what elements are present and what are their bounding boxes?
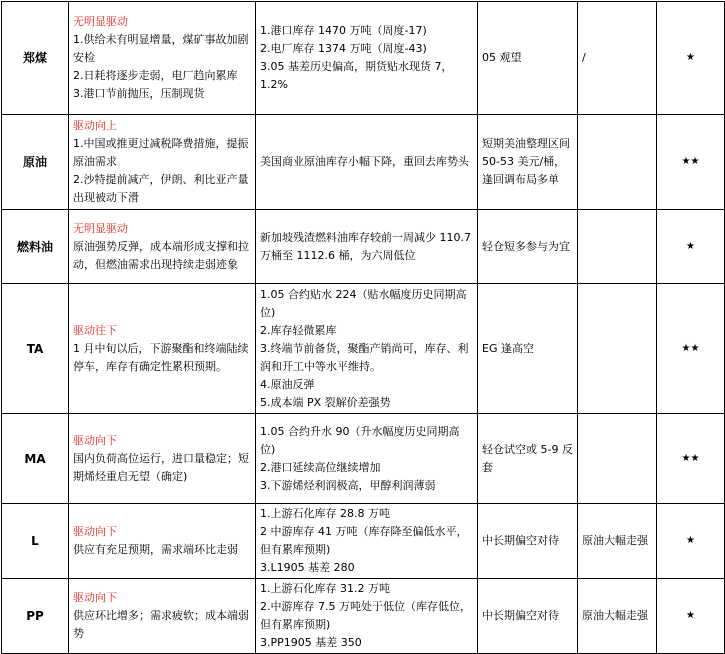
data-line: 1.05 合约升水 90（升水幅度历史同期高位) xyxy=(260,424,460,456)
risk-cell xyxy=(578,414,657,504)
data-line: 1.港口库存 1470 万吨（周度-17) xyxy=(260,24,427,37)
factor-line: 2.沙特提前减产，伊朗、利比亚产量出现被动下滑 xyxy=(73,173,249,204)
table-row xyxy=(2,504,725,579)
factor-line: 原油强势反弹，成本端形成支撑和拉动，但燃油需求出现持续走弱迹象 xyxy=(73,239,249,271)
driver-label: 无明显驱动 xyxy=(73,15,128,28)
commodity-name: MA xyxy=(2,414,69,504)
risk-cell xyxy=(578,284,657,414)
data-line: 2.库存轻微累库 xyxy=(260,323,337,337)
commodity-name: 燃料油 xyxy=(2,210,69,284)
factor-cell xyxy=(69,504,256,579)
data-line: 美国商业原油库存小幅下降，重回去库势头 xyxy=(260,155,469,168)
table-row xyxy=(2,115,725,210)
risk-cell xyxy=(578,115,657,210)
factor-line: 1.中国或推更过减税降费措施，提振原油需求 xyxy=(73,137,249,168)
rating-stars: ★ xyxy=(657,210,725,284)
rating-stars: ★★ xyxy=(657,284,725,414)
table-row xyxy=(2,210,725,284)
data-line: 2.中游库存 7.5 万吨处于低位（库存低位，但有累库预期) xyxy=(260,600,471,631)
rating-stars: ★ xyxy=(657,579,725,654)
commodity-name: 原油 xyxy=(2,115,69,210)
factor-line: 1.供给未有明显增量，煤矿事故加剧安检 xyxy=(73,33,249,64)
driver-label: 驱动向下 xyxy=(73,525,117,538)
driver-label: 驱动向下 xyxy=(73,433,117,447)
data-cell xyxy=(256,210,478,284)
rating-stars: ★ xyxy=(657,504,725,579)
commodity-name: TA xyxy=(2,284,69,414)
factor-line: 国内负荷高位运行，进口量稳定；短期烯烃重启无望（确定) xyxy=(73,451,249,483)
data-cell xyxy=(256,414,478,504)
factor-cell xyxy=(69,284,256,414)
risk-cell: 原油大幅走强 xyxy=(578,579,657,654)
table-body xyxy=(2,2,725,654)
data-cell xyxy=(256,579,478,654)
risk-cell: 原油大幅走强 xyxy=(578,504,657,579)
factor-line: 供应有充足预期，需求端环比走弱 xyxy=(73,543,238,556)
data-cell xyxy=(256,284,478,414)
commodity-name: L xyxy=(2,504,69,579)
data-line: 3.终端节前备货，聚酯产销尚可，库存、利润和开工中等水平维持。 xyxy=(260,341,469,373)
data-line: 3.05 基差历史偏高，期货贴水现货 7，1.2% xyxy=(260,60,453,91)
risk-cell xyxy=(578,210,657,284)
table-row xyxy=(2,2,725,115)
driver-label: 驱动向上 xyxy=(73,119,117,132)
factor-cell xyxy=(69,579,256,654)
data-line: 4.原油反弹 xyxy=(260,377,315,391)
table-row xyxy=(2,579,725,654)
data-line: 2.电厂库存 1374 万吨（周度-43) xyxy=(260,42,427,55)
rating-stars: ★★ xyxy=(657,115,725,210)
strategy-cell: 05 观望 xyxy=(478,2,578,115)
factor-line: 供应环比增多；需求疲软；成本端弱势 xyxy=(73,609,249,640)
table-row xyxy=(2,414,725,504)
factor-line: 2.日耗将逐步走弱，电厂趋向累库 xyxy=(73,69,238,82)
data-line: 3.L1905 基差 280 xyxy=(260,561,355,574)
data-line: 1.上游石化库存 31.2 万吨 xyxy=(260,582,390,595)
driver-label: 驱动向下 xyxy=(73,591,117,604)
data-cell xyxy=(256,115,478,210)
strategy-cell: 轻仓短多参与为宜 xyxy=(478,210,578,284)
factor-cell xyxy=(69,2,256,115)
strategy-cell: 短期美油整理区间 50-53 美元/桶，逢回调布局多单 xyxy=(478,115,578,210)
strategy-cell: EG 逢高空 xyxy=(478,284,578,414)
factor-line: 1 月中旬以后，下游聚酯和终端陆续停车，库存有确定性累积预期。 xyxy=(73,341,249,373)
data-line: 1.05 合约贴水 224（贴水幅度历史同期高位) xyxy=(260,287,467,319)
commodity-outlook-table xyxy=(1,1,725,654)
factor-line: 3.港口节前抛压，压制现货 xyxy=(73,87,205,100)
strategy-cell: 中长期偏空对待 xyxy=(478,579,578,654)
table-row xyxy=(2,284,725,414)
data-line: 3.PP1905 基差 350 xyxy=(260,636,362,649)
data-line: 3.下游烯烃利润极高，甲醇利润薄弱 xyxy=(260,478,436,492)
commodity-name: PP xyxy=(2,579,69,654)
data-line: 新加坡残渣燃料油库存较前一周减少 110.7 万桶至 1112.6 桶，为六周低位 xyxy=(260,230,471,262)
rating-stars: ★★ xyxy=(657,414,725,504)
strategy-cell: 轻仓试空或 5-9 反套 xyxy=(478,414,578,504)
data-line: 2 中游库存 41 万吨（库存降至偏低水平，但有累库预期) xyxy=(260,525,468,556)
factor-cell xyxy=(69,115,256,210)
data-line: 1.上游石化库存 28.8 万吨 xyxy=(260,507,390,520)
data-cell xyxy=(256,504,478,579)
data-line: 5.成本端 PX 裂解价差强势 xyxy=(260,395,391,409)
factor-cell xyxy=(69,414,256,504)
driver-label: 无明显驱动 xyxy=(73,221,128,235)
commodity-name: 郑煤 xyxy=(2,2,69,115)
strategy-cell: 中长期偏空对待 xyxy=(478,504,578,579)
risk-cell: / xyxy=(578,2,657,115)
factor-cell xyxy=(69,210,256,284)
data-cell xyxy=(256,2,478,115)
rating-stars: ★ xyxy=(657,2,725,115)
driver-label: 驱动往下 xyxy=(73,323,117,337)
data-line: 2.港口延续高位继续增加 xyxy=(260,460,381,474)
